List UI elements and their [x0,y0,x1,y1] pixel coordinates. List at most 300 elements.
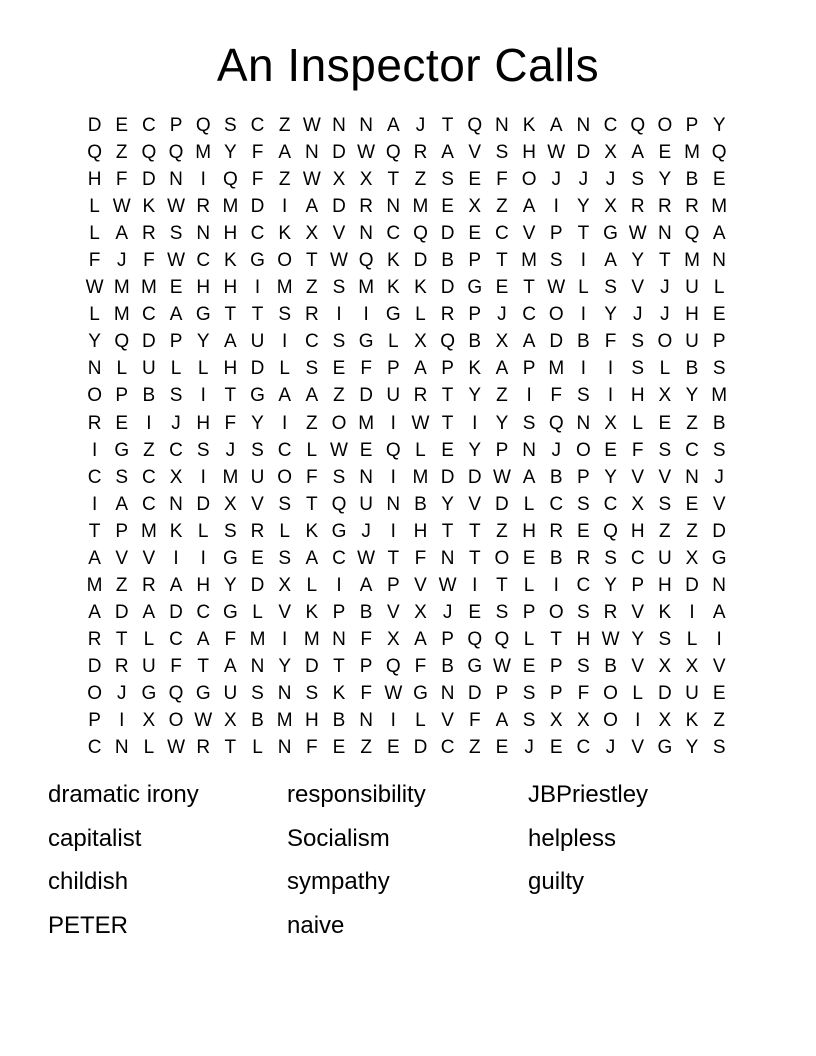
grid-cell: W [357,547,376,569]
grid-cell: Q [385,655,401,677]
grid-cell: Z [686,520,698,542]
grid-cell: A [495,710,509,732]
grid-cell: O [657,331,673,353]
grid-cell: A [386,115,400,137]
grid-cell: X [685,547,699,569]
grid-cell: L [252,737,263,759]
word-list-item: sympathy [287,868,390,896]
grid-cell: O [548,601,564,623]
grid-cell: E [658,412,672,434]
grid-cell: C [142,493,156,515]
grid-cell: Q [222,169,238,191]
grid-cell: Y [495,412,509,434]
grid-cell: F [360,358,372,380]
grid-cell: J [442,601,453,623]
grid-cell: E [685,493,699,515]
grid-cell: Y [604,574,617,596]
grid-cell: D [114,601,129,623]
grid-cell: I [200,169,206,191]
grid-cell: S [305,358,319,380]
grid-cell: T [306,493,318,515]
grid-cell: W [411,412,430,434]
grid-cell: P [495,683,509,704]
grid-cell: A [305,547,319,569]
grid-cell: I [282,628,288,650]
grid-cell: P [549,683,563,704]
grid-cell: J [605,737,616,759]
grid-cell: Z [496,520,508,542]
grid-cell: A [522,331,536,353]
grid-cell: S [115,466,129,488]
grid-cell: X [169,466,183,488]
grid-cell: Z [115,142,128,164]
grid-cell: P [495,439,509,461]
grid-cell: L [415,710,426,732]
grid-cell: E [604,439,617,461]
grid-cell: E [468,169,482,191]
grid-cell: B [251,710,264,732]
grid-cell: P [468,250,482,272]
grid-cell: W [302,169,321,191]
grid-cell: H [413,520,428,542]
grid-cell: C [250,115,265,137]
grid-cell: I [553,196,559,218]
grid-cell: Y [631,250,645,272]
grid-cell: Y [712,115,726,137]
grid-cell: L [143,628,155,650]
grid-cell: N [576,115,591,137]
grid-cell: S [251,439,264,461]
grid-cell: R [142,574,156,596]
grid-cell: Z [278,169,291,191]
grid-cell: M [276,277,293,299]
grid-cell: I [336,574,342,596]
grid-cell: Y [278,655,292,677]
grid-cell: I [390,412,396,434]
grid-cell: A [88,601,101,623]
grid-cell: M [222,466,239,488]
grid-cell: P [169,115,183,137]
grid-cell: I [254,277,261,299]
grid-cell: B [685,169,699,191]
grid-cell: F [496,169,508,191]
grid-cell: E [712,304,726,326]
grid-cell: P [115,520,129,542]
grid-cell: L [306,574,318,596]
word-list-item: capitalist [48,824,142,852]
grid-cell: X [278,574,292,596]
grid-cell: V [468,142,482,164]
grid-cell: P [386,358,400,380]
grid-cell: I [607,385,614,407]
grid-cell: E [359,439,373,461]
grid-cell: D [685,574,699,596]
grid-cell: G [114,439,130,461]
grid-cell: X [658,655,672,677]
grid-cell: M [412,196,429,218]
grid-cell: L [306,439,318,461]
grid-cell: M [358,277,375,299]
grid-cell: E [577,520,590,542]
grid-cell: Q [358,250,374,272]
grid-cell: V [712,493,726,515]
grid-cell: Y [685,737,699,759]
grid-cell: X [468,196,482,218]
grid-cell: F [414,655,427,677]
grid-cell: Q [168,142,184,164]
grid-cell: L [578,277,589,299]
grid-cell: O [603,683,618,704]
grid-cell: I [390,466,396,488]
grid-cell: A [169,304,183,326]
grid-cell: Q [195,115,211,137]
grid-cell: D [250,358,265,380]
grid-cell: X [332,169,346,191]
grid-cell: V [386,601,400,623]
grid-cell: S [332,331,346,353]
grid-cell: Z [659,520,671,542]
grid-cell: G [711,547,727,569]
grid-cell: W [330,250,348,272]
grid-cell: M [222,196,239,218]
grid-cell: P [685,115,699,137]
grid-cell: Z [360,737,372,759]
grid-cell: L [89,304,100,326]
grid-cell: N [576,412,591,434]
grid-cell: A [142,601,156,623]
grid-cell: I [472,574,478,596]
grid-cell: H [630,520,645,542]
grid-cell: S [495,142,509,164]
grid-cell: D [549,331,564,353]
grid-cell: M [113,277,130,299]
grid-cell: X [142,710,156,732]
grid-cell: S [549,250,563,272]
grid-cell: N [440,547,455,569]
grid-cell: W [628,223,647,245]
grid-cell: T [496,574,508,596]
grid-cell: S [305,683,319,704]
grid-cell: A [631,142,645,164]
grid-cell: B [604,655,617,677]
grid-cell: L [415,439,426,461]
grid-cell: U [657,547,672,569]
grid-cell: A [441,142,454,164]
grid-cell: C [87,466,102,488]
grid-cell: F [251,142,264,164]
grid-cell: R [440,304,455,326]
grid-cell: G [141,683,157,704]
grid-cell: W [547,277,566,299]
grid-cell: F [550,385,563,407]
grid-cell: M [358,412,375,434]
grid-cell: U [359,493,373,515]
grid-cell: Z [333,385,345,407]
grid-cell: U [223,683,238,704]
grid-cell: P [441,628,454,650]
grid-cell: P [549,655,563,677]
grid-cell: Q [711,142,727,164]
grid-cell: E [495,277,509,299]
grid-cell: Z [496,196,508,218]
grid-cell: R [549,520,564,542]
grid-cell: W [167,196,186,218]
grid-cell: X [604,142,617,164]
word-list-item: PETER [48,911,129,939]
grid-cell: R [87,412,102,434]
grid-cell: S [251,683,264,704]
grid-cell: J [551,169,561,191]
grid-cell: J [116,250,127,272]
grid-cell: J [116,683,127,704]
grid-cell: N [522,439,536,461]
grid-cell: B [685,358,699,380]
grid-cell: U [386,385,401,407]
grid-cell: N [386,493,401,515]
grid-cell: A [604,250,617,272]
grid-cell: B [577,331,590,353]
grid-cell: J [714,466,724,488]
grid-cell: F [414,547,427,569]
grid-cell: S [278,304,292,326]
grid-cell: T [441,520,454,542]
grid-cell: N [332,115,346,137]
grid-cell: I [635,710,641,732]
grid-cell: J [361,520,371,542]
grid-cell: L [170,358,182,380]
word-list-item: childish [48,868,129,896]
grid-cell: S [631,331,645,353]
grid-cell: S [712,358,726,380]
grid-cell: J [225,439,236,461]
grid-cell: M [249,628,266,650]
grid-cell: B [441,250,454,272]
grid-cell: Q [168,683,184,704]
grid-cell: Q [413,223,428,245]
grid-cell: J [605,169,616,191]
grid-cell: X [658,385,672,407]
grid-cell: C [440,737,455,759]
word-list-item: naive [287,911,345,939]
grid-cell: N [359,223,373,245]
grid-cell: H [522,142,536,164]
grid-cell: L [388,331,399,353]
grid-cell: R [630,196,645,218]
grid-cell: C [142,304,156,326]
grid-cell: X [577,710,590,732]
grid-cell: T [441,115,454,137]
grid-cell: X [224,710,237,732]
grid-cell: F [604,331,617,353]
grid-cell: Y [224,142,237,164]
grid-cell: H [657,574,672,596]
grid-cell: B [414,493,427,515]
grid-cell: P [359,655,373,677]
grid-cell: A [224,331,237,353]
grid-cell: H [196,277,211,299]
word-list-item: dramatic irony [48,781,199,808]
grid-cell: Y [196,331,210,353]
grid-cell: C [332,547,346,569]
grid-cell: I [200,385,206,407]
grid-cell: Y [604,304,617,326]
grid-cell: T [468,547,481,569]
grid-cell: G [467,655,483,677]
grid-cell: G [331,520,347,542]
grid-cell: P [522,601,536,623]
grid-cell: A [495,358,509,380]
grid-cell: G [222,547,238,569]
grid-cell: H [223,223,238,245]
grid-cell: X [359,169,373,191]
grid-cell: Z [468,737,481,759]
grid-cell: C [603,493,618,515]
grid-cell: O [494,547,510,569]
grid-cell: N [169,169,183,191]
grid-cell: A [278,385,292,407]
grid-cell: E [658,142,672,164]
grid-cell: Q [440,331,455,353]
grid-cell: S [169,223,183,245]
grid-cell: C [576,737,591,759]
grid-cell: F [224,412,237,434]
grid-cell: T [441,385,454,407]
grid-cell: L [89,196,100,218]
grid-cell: N [87,358,102,380]
grid-cell: G [222,601,238,623]
grid-cell: B [549,547,563,569]
grid-cell: I [363,304,369,326]
grid-cell: C [87,737,102,759]
grid-cell: W [601,628,620,650]
grid-cell: I [390,520,396,542]
grid-cell: A [169,574,183,596]
grid-cell: L [143,737,155,759]
grid-cell: P [115,385,129,407]
grid-cell: N [685,466,699,488]
grid-cell: F [143,250,155,272]
grid-cell: S [224,115,237,137]
grid-cell: V [631,655,645,677]
grid-cell: V [522,223,536,245]
grid-cell: Q [385,142,401,164]
grid-cell: C [603,115,618,137]
grid-cell: U [685,331,699,353]
grid-cell: X [224,493,237,515]
grid-cell: H [630,385,645,407]
grid-cell: F [360,628,372,650]
grid-cell: T [224,385,237,407]
grid-cell: W [194,710,213,732]
grid-cell: P [88,710,101,732]
grid-cell: R [142,223,156,245]
grid-cell: Y [251,412,264,434]
grid-cell: E [468,601,482,623]
grid-cell: A [549,115,563,137]
grid-cell: U [250,466,265,488]
grid-cell: E [522,655,536,677]
grid-cell: N [657,223,672,245]
grid-cell: V [631,466,645,488]
grid-cell: N [114,737,129,759]
grid-cell: C [549,493,564,515]
grid-cell: C [196,601,211,623]
grid-cell: J [551,439,561,461]
grid-cell: O [87,683,102,704]
grid-cell: O [87,385,102,407]
grid-cell: I [200,466,206,488]
grid-cell: T [306,250,318,272]
word-list-item: guilty [528,868,585,896]
grid-cell: T [577,223,590,245]
grid-cell: R [196,196,211,218]
grid-cell: T [659,250,671,272]
grid-cell: B [441,655,454,677]
grid-cell: B [142,385,156,407]
grid-cell: N [277,683,292,704]
grid-cell: O [277,250,293,272]
grid-cell: I [173,547,179,569]
grid-cell: H [87,169,102,191]
grid-cell: L [252,601,263,623]
grid-cell: S [522,412,536,434]
grid-cell: N [495,115,509,137]
grid-cell: N [440,683,455,704]
grid-cell: S [196,439,210,461]
grid-cell: A [224,655,237,677]
grid-cell: H [196,574,211,596]
grid-cell: I [689,601,695,623]
grid-cell: D [250,574,265,596]
grid-cell: X [495,331,509,353]
grid-cell: N [196,223,211,245]
grid-cell: D [332,142,346,164]
word-list-column [287,781,426,955]
grid-cell: Z [115,574,128,596]
grid-cell: U [685,683,699,704]
grid-cell: V [441,710,454,732]
grid-cell: M [303,628,320,650]
grid-cell: V [468,493,482,515]
grid-cell: L [116,358,128,380]
grid-cell: B [332,710,346,732]
grid-cell: D [576,142,591,164]
grid-cell: H [196,412,211,434]
grid-cell: U [250,331,265,353]
grid-cell: G [250,385,265,407]
grid-cell: C [304,331,319,353]
grid-cell: C [576,574,591,596]
grid-cell: L [279,520,290,542]
grid-cell: D [440,277,455,299]
grid-cell: S [332,466,346,488]
grid-cell: K [305,601,319,623]
grid-cell: S [495,601,509,623]
grid-cell: Y [441,493,454,515]
word-list-item: JBPriestley [528,781,649,808]
grid-cell: D [467,683,482,704]
grid-cell: L [279,358,290,380]
grid-cell: S [604,547,617,569]
grid-cell: V [658,466,672,488]
grid-cell: T [441,412,454,434]
grid-cell: W [112,196,131,218]
grid-cell: R [603,601,618,623]
grid-cell: R [685,196,699,218]
grid-cell: A [305,196,319,218]
grid-cell: S [577,601,590,623]
grid-cell: Y [468,385,482,407]
